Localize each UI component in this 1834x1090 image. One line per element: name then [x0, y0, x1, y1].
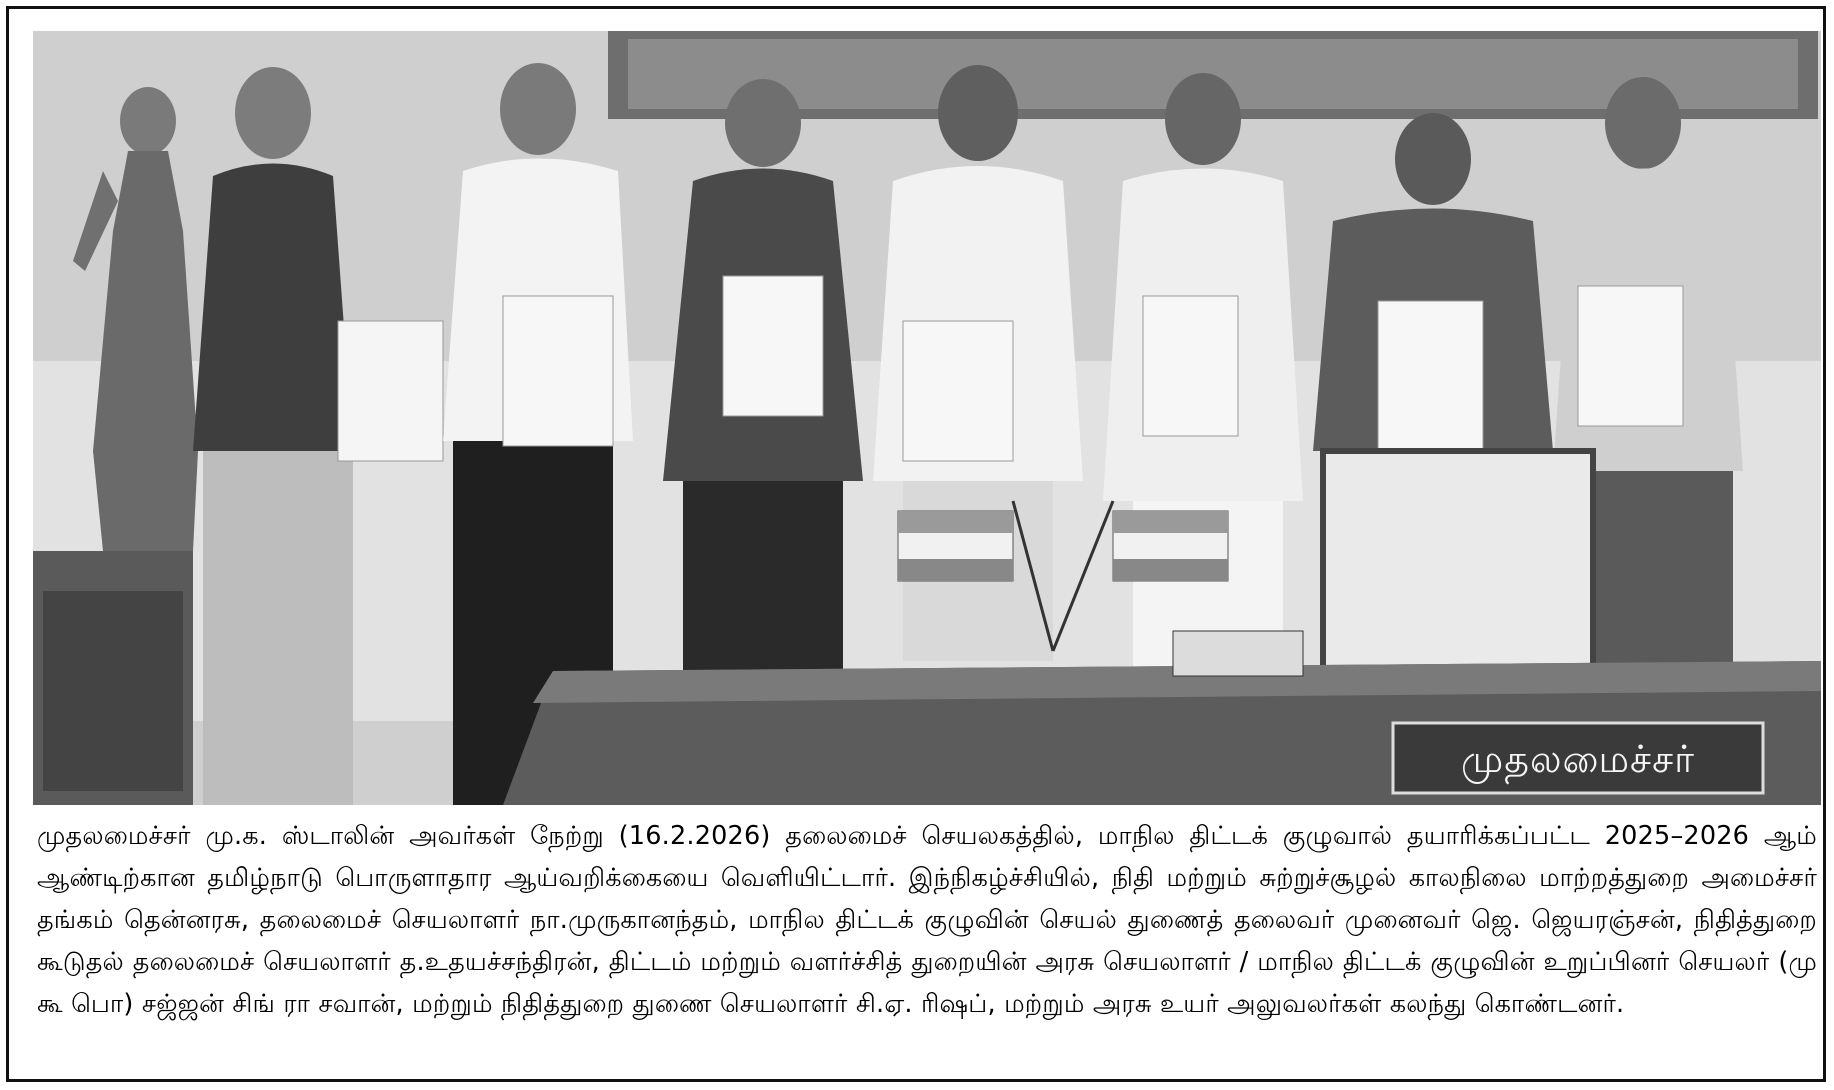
event-photograph: [33, 31, 1821, 805]
news-clipping-frame: [6, 6, 1826, 1082]
chair: [1323, 451, 1593, 681]
desk-books: [1173, 631, 1303, 676]
photo-caption: முதலமைச்சர் மு.க. ஸ்டாலின் அவர்கள் நேற்று (16.2.2026) தலைமைச் செயலகத்தில், மாநில திட்டக் குழுவால் தயாரிக்கப்பட்ட 2025–2026 ஆம் ஆண்டிற்கான தமிழ்நாடு பொருளாதார ஆய்வறிக்கையை வெளியிட்டார். இந்நிகழ்ச்சியில், நிதி மற்றும் சுற்றுச்சூழல் காலநிலை மாற்றத்துறை அமைச்சர் தங்கம் தென்னரசு, தலைமைச் செயலாளர் நா.முருகானந்தம், மாநில திட்டக் குழுவின் செயல் துணைத் தலைவர் முனைவர் ஜெ. ஜெயரஞ்சன், நிதித்துறை கூடுதல் தலைமைச் செயலாளர் த.உதயச்சந்திரன், திட்டம் மற்றும் வளர்ச்சித் துறையின் அரசு செயலாளர் / மாநில திட்டக் குழுவின் உறுப்பினர் செயலர் (மு கூ பொ) சஜ்ஜன் சிங் ரா சவான், மற்றும் நிதித்துறை துணை செயலாளர் சி.ஏ. ரிஷப், மற்றும் அரசு உயர் அலுவலர்கள் கலந்து கொண்டனர்.: [37, 821, 1817, 1019]
nameplate-text: முதலமைச்சர்: [1461, 737, 1695, 781]
